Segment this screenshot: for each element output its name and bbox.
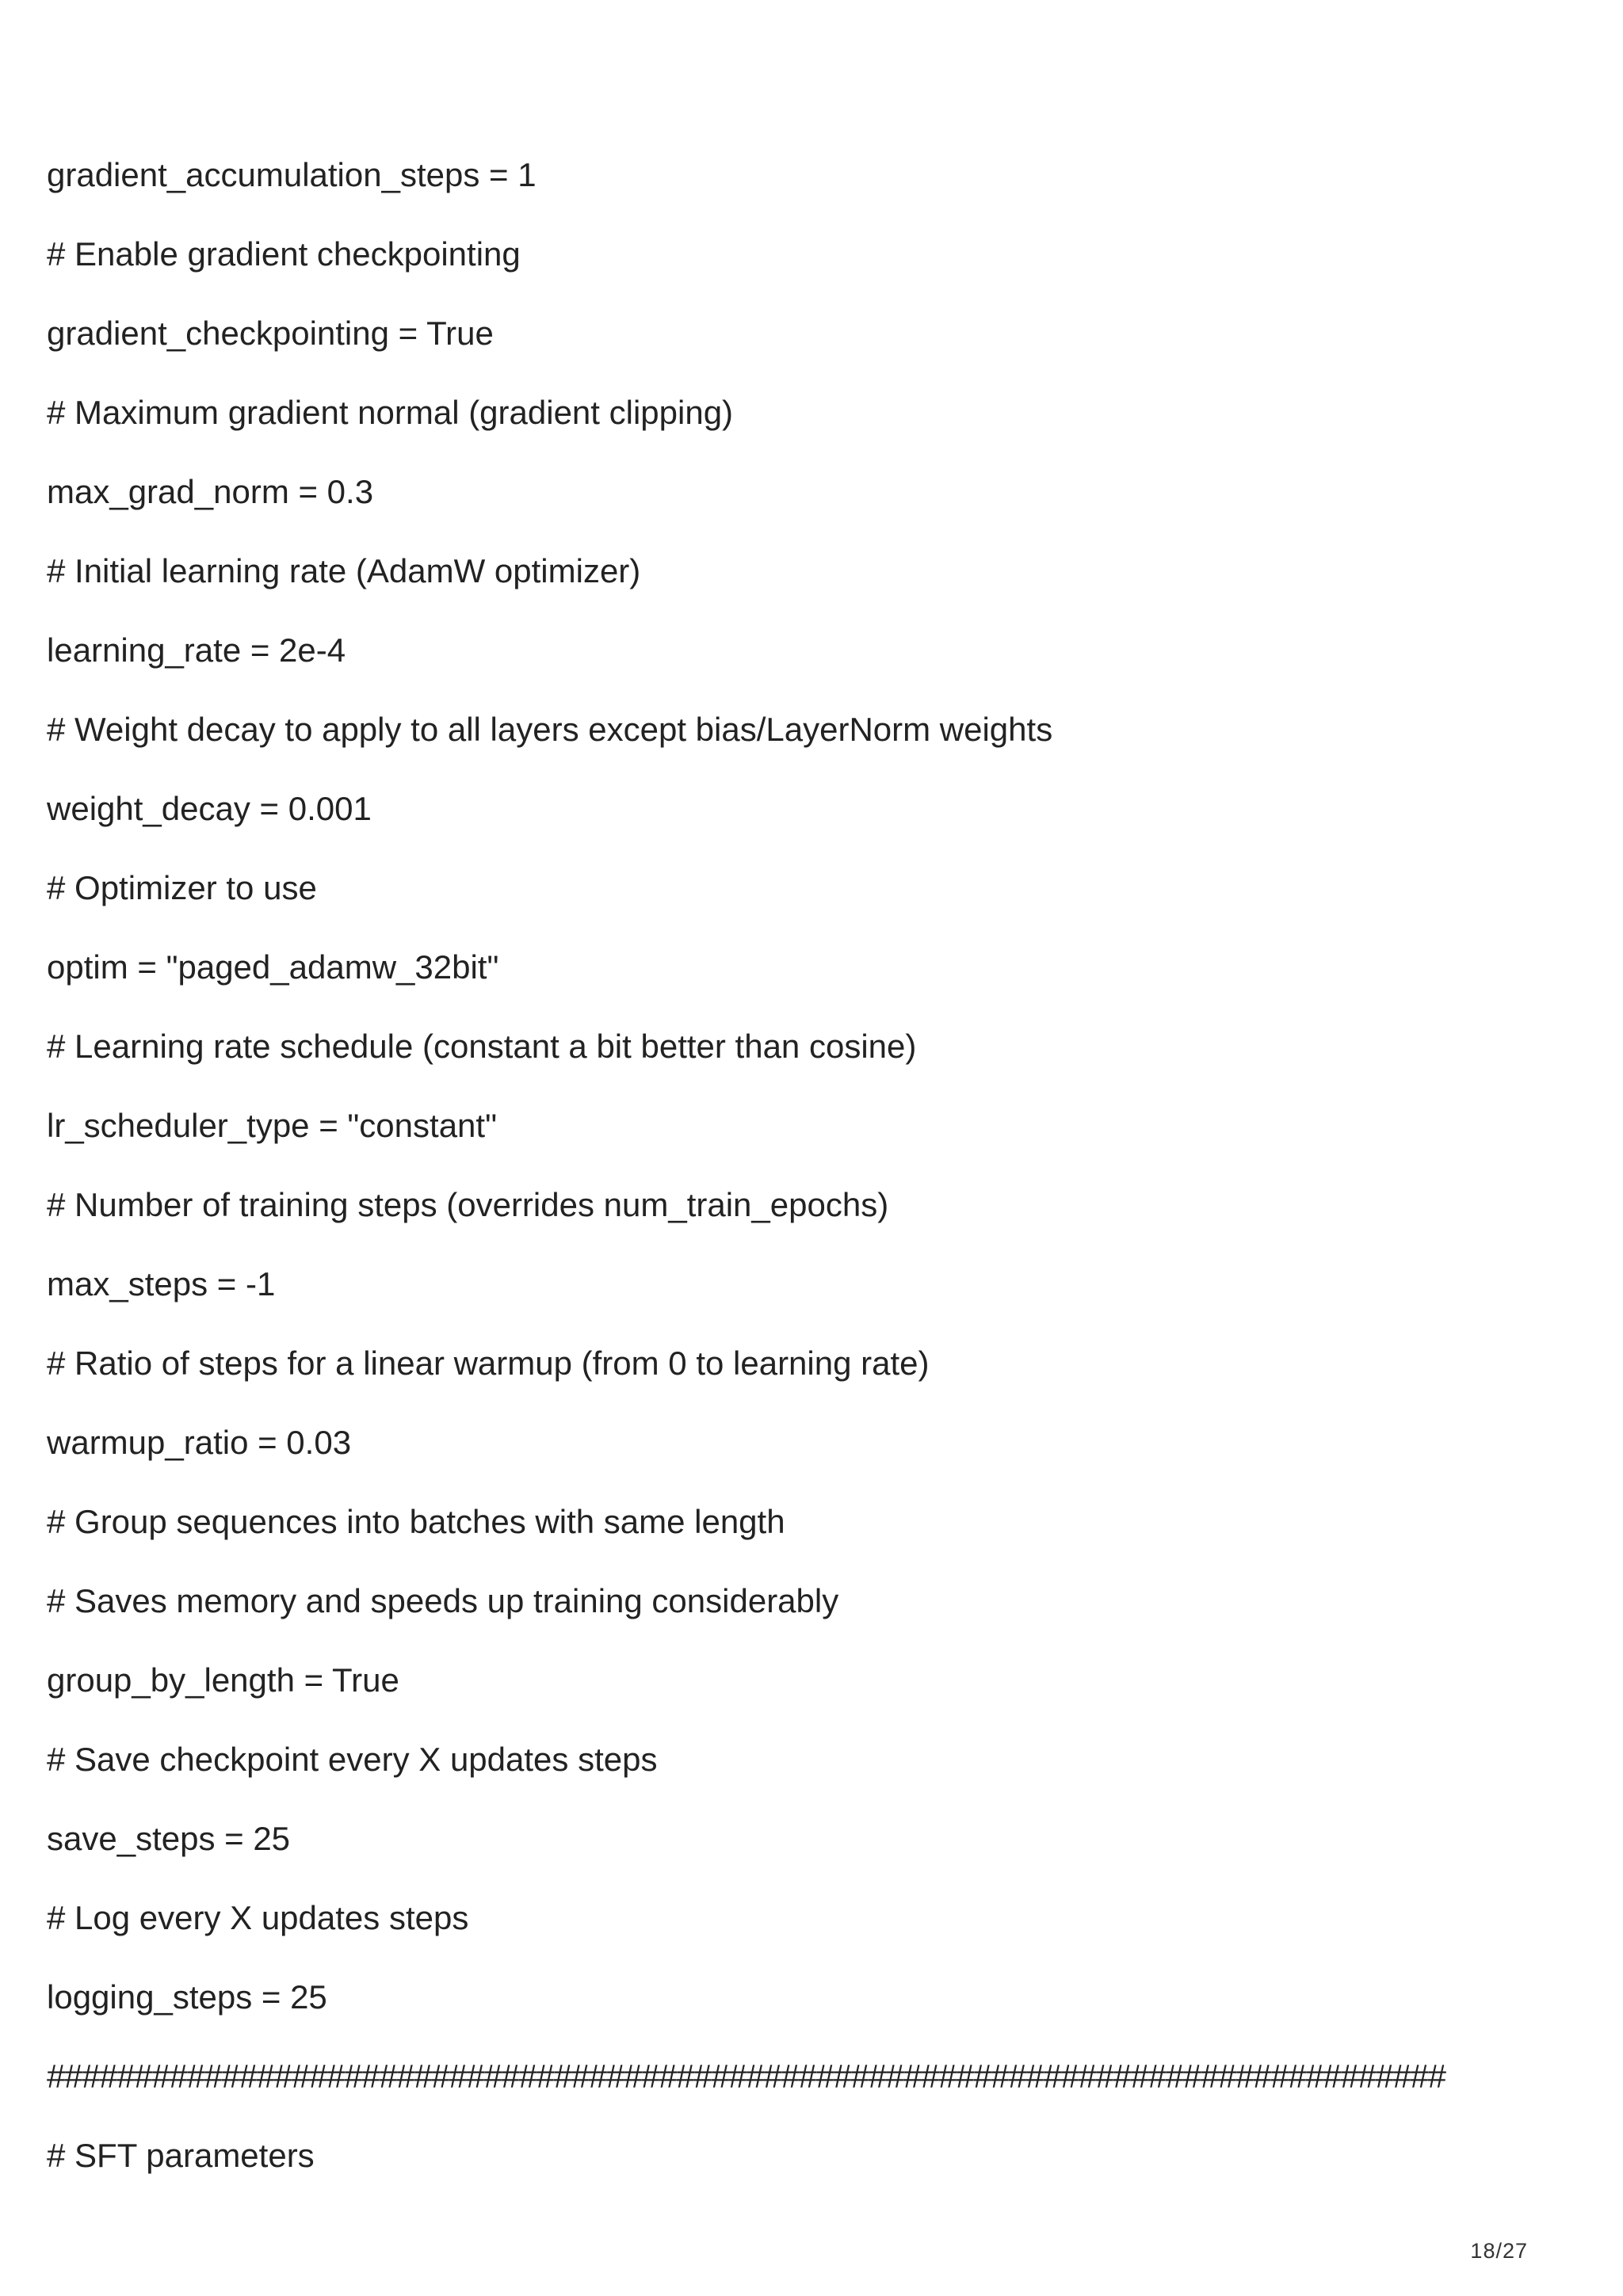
code-line: save_steps = 25 (47, 1820, 291, 1857)
comment-line: # Log every X updates steps (47, 1899, 469, 1936)
code-line: warmup_ratio = 0.03 (47, 1424, 352, 1461)
comment-line: # Maximum gradient normal (gradient clipping) (47, 394, 734, 431)
comment-line: # Optimizer to use (47, 869, 317, 906)
comment-line: # SFT parameters (47, 2137, 315, 2174)
comment-line: # Group sequences into batches with same length (47, 1503, 785, 1540)
comment-line: # Weight decay to apply to all layers except bias/LayerNorm weights (47, 711, 1053, 748)
comment-line: # Ratio of steps for a linear warmup (from 0 to learning rate) (47, 1344, 930, 1382)
comment-line: # Learning rate schedule (constant a bit better than cosine) (47, 1028, 917, 1065)
code-line: learning_rate = 2e-4 (47, 631, 346, 669)
code-line: group_by_length = True (47, 1661, 399, 1699)
comment-line: # Initial learning rate (AdamW optimizer) (47, 552, 641, 589)
comment-line: # Number of training steps (overrides num_train_epochs) (47, 1186, 889, 1223)
comment-line: # Saves memory and speeds up training considerably (47, 1582, 839, 1619)
code-line: max_grad_norm = 0.3 (47, 473, 374, 510)
comment-line: # Enable gradient checkpointing (47, 235, 521, 273)
page-number: 18/27 (1470, 2239, 1528, 2263)
code-listing (47, 151, 1445, 2210)
code-line: gradient_accumulation_steps = 1 (47, 156, 537, 193)
comment-line: # Save checkpoint every X updates steps (47, 1741, 658, 1778)
code-line: logging_steps = 25 (47, 1978, 327, 2016)
code-line: lr_scheduler_type = "constant" (47, 1107, 497, 1144)
hash-separator-line: ################################################################################ (47, 2058, 1445, 2095)
code-line: weight_decay = 0.001 (47, 790, 372, 827)
code-line: max_steps = -1 (47, 1265, 276, 1302)
code-line: gradient_checkpointing = True (47, 315, 494, 352)
code-line: optim = "paged_adamw_32bit" (47, 948, 499, 986)
